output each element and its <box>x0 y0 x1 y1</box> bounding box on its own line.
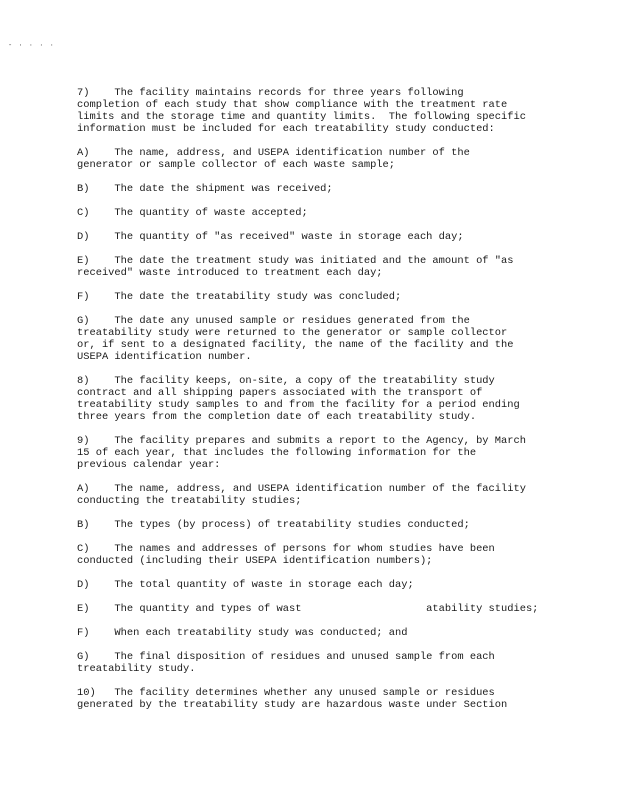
text-line: limits and the storage time and quantity limits. The following specific <box>77 111 526 123</box>
text-line: or, if sent to a designated facility, the name of the facility and the <box>77 339 514 351</box>
text-line: G) The date any unused sample or residues generated from the <box>77 315 470 327</box>
paragraph-gap <box>77 195 547 207</box>
paragraph-p9g <box>77 651 547 675</box>
text-line: treatability study were returned to the generator or sample collector <box>77 327 508 339</box>
text-line: 9) The facility prepares and submits a report to the Agency, by March <box>77 435 526 447</box>
paragraph-p7d <box>77 231 547 243</box>
text-line: conducting the treatability studies; <box>77 495 302 507</box>
paragraph-gap <box>77 243 547 255</box>
page-mark: - · · · · <box>8 42 55 50</box>
paragraph-p7b <box>77 183 547 195</box>
text-line: F) When each treatability study was conducted; and <box>77 627 408 639</box>
paragraph-p7a <box>77 147 547 171</box>
paragraph-gap <box>77 471 547 483</box>
paragraph-p7e <box>77 255 547 279</box>
paragraph-gap <box>77 531 547 543</box>
text-line: completion of each study that show compliance with the treatment rate <box>77 99 508 111</box>
paragraph-gap <box>77 219 547 231</box>
text-line: C) The quantity of waste accepted; <box>77 207 308 219</box>
text-line: B) The types (by process) of treatability studies conducted; <box>77 519 470 531</box>
paragraph-p9a <box>77 483 547 507</box>
text-line: D) The quantity of "as received" waste in storage each day; <box>77 231 464 243</box>
paragraph-p7c <box>77 207 547 219</box>
text-line: conducted (including their USEPA identification numbers); <box>77 555 433 567</box>
text-line: previous calendar year: <box>77 459 221 471</box>
paragraph-gap <box>77 363 547 375</box>
text-line: E) The quantity and types of wast atability studies; <box>77 603 539 615</box>
text-line: E) The date the treatment study was initiated and the amount of "as <box>77 255 514 267</box>
paragraph-gap <box>77 135 547 147</box>
paragraph-p7g <box>77 315 547 363</box>
text-line: D) The total quantity of waste in storage each day; <box>77 579 414 591</box>
text-line: treatability study. <box>77 663 196 675</box>
text-line: 8) The facility keeps, on-site, a copy of the treatability study <box>77 375 495 387</box>
paragraph-gap <box>77 567 547 579</box>
text-line: generator or sample collector of each waste sample; <box>77 159 396 171</box>
text-line: B) The date the shipment was received; <box>77 183 333 195</box>
document-body <box>77 87 547 711</box>
text-line: 10) The facility determines whether any unused sample or residues <box>77 687 495 699</box>
paragraph-p9d <box>77 579 547 591</box>
text-line: G) The final disposition of residues and unused sample from each <box>77 651 495 663</box>
paragraph-gap <box>77 171 547 183</box>
paragraph-gap <box>77 639 547 651</box>
paragraph-p9b <box>77 519 547 531</box>
text-line: treatability study samples to and from the facility for a period ending <box>77 399 520 411</box>
paragraph-p9f <box>77 627 547 639</box>
text-line: 15 of each year, that includes the following information for the <box>77 447 477 459</box>
paragraph-gap <box>77 279 547 291</box>
paragraph-gap <box>77 591 547 603</box>
text-line: C) The names and addresses of persons for whom studies have been <box>77 543 495 555</box>
text-line: F) The date the treatability study was concluded; <box>77 291 402 303</box>
paragraph-p7 <box>77 87 547 135</box>
paragraph-gap <box>77 303 547 315</box>
paragraph-p10 <box>77 687 547 711</box>
text-line: 7) The facility maintains records for three years following <box>77 87 464 99</box>
text-line: USEPA identification number. <box>77 351 252 363</box>
text-line: information must be included for each treatability study conducted: <box>77 123 495 135</box>
paragraph-gap <box>77 423 547 435</box>
text-line: A) The name, address, and USEPA identification number of the <box>77 147 470 159</box>
text-line: three years from the completion date of each treatability study. <box>77 411 477 423</box>
paragraph-gap <box>77 675 547 687</box>
text-line: contract and all shipping papers associated with the transport of <box>77 387 483 399</box>
paragraph-p8 <box>77 375 547 423</box>
text-line: A) The name, address, and USEPA identification number of the facility <box>77 483 526 495</box>
paragraph-p7f <box>77 291 547 303</box>
paragraph-p9c <box>77 543 547 567</box>
paragraph-gap <box>77 507 547 519</box>
text-line: received" waste introduced to treatment each day; <box>77 267 383 279</box>
paragraph-gap <box>77 615 547 627</box>
text-line: generated by the treatability study are hazardous waste under Section <box>77 699 508 711</box>
paragraph-p9e <box>77 603 547 615</box>
paragraph-p9 <box>77 435 547 471</box>
